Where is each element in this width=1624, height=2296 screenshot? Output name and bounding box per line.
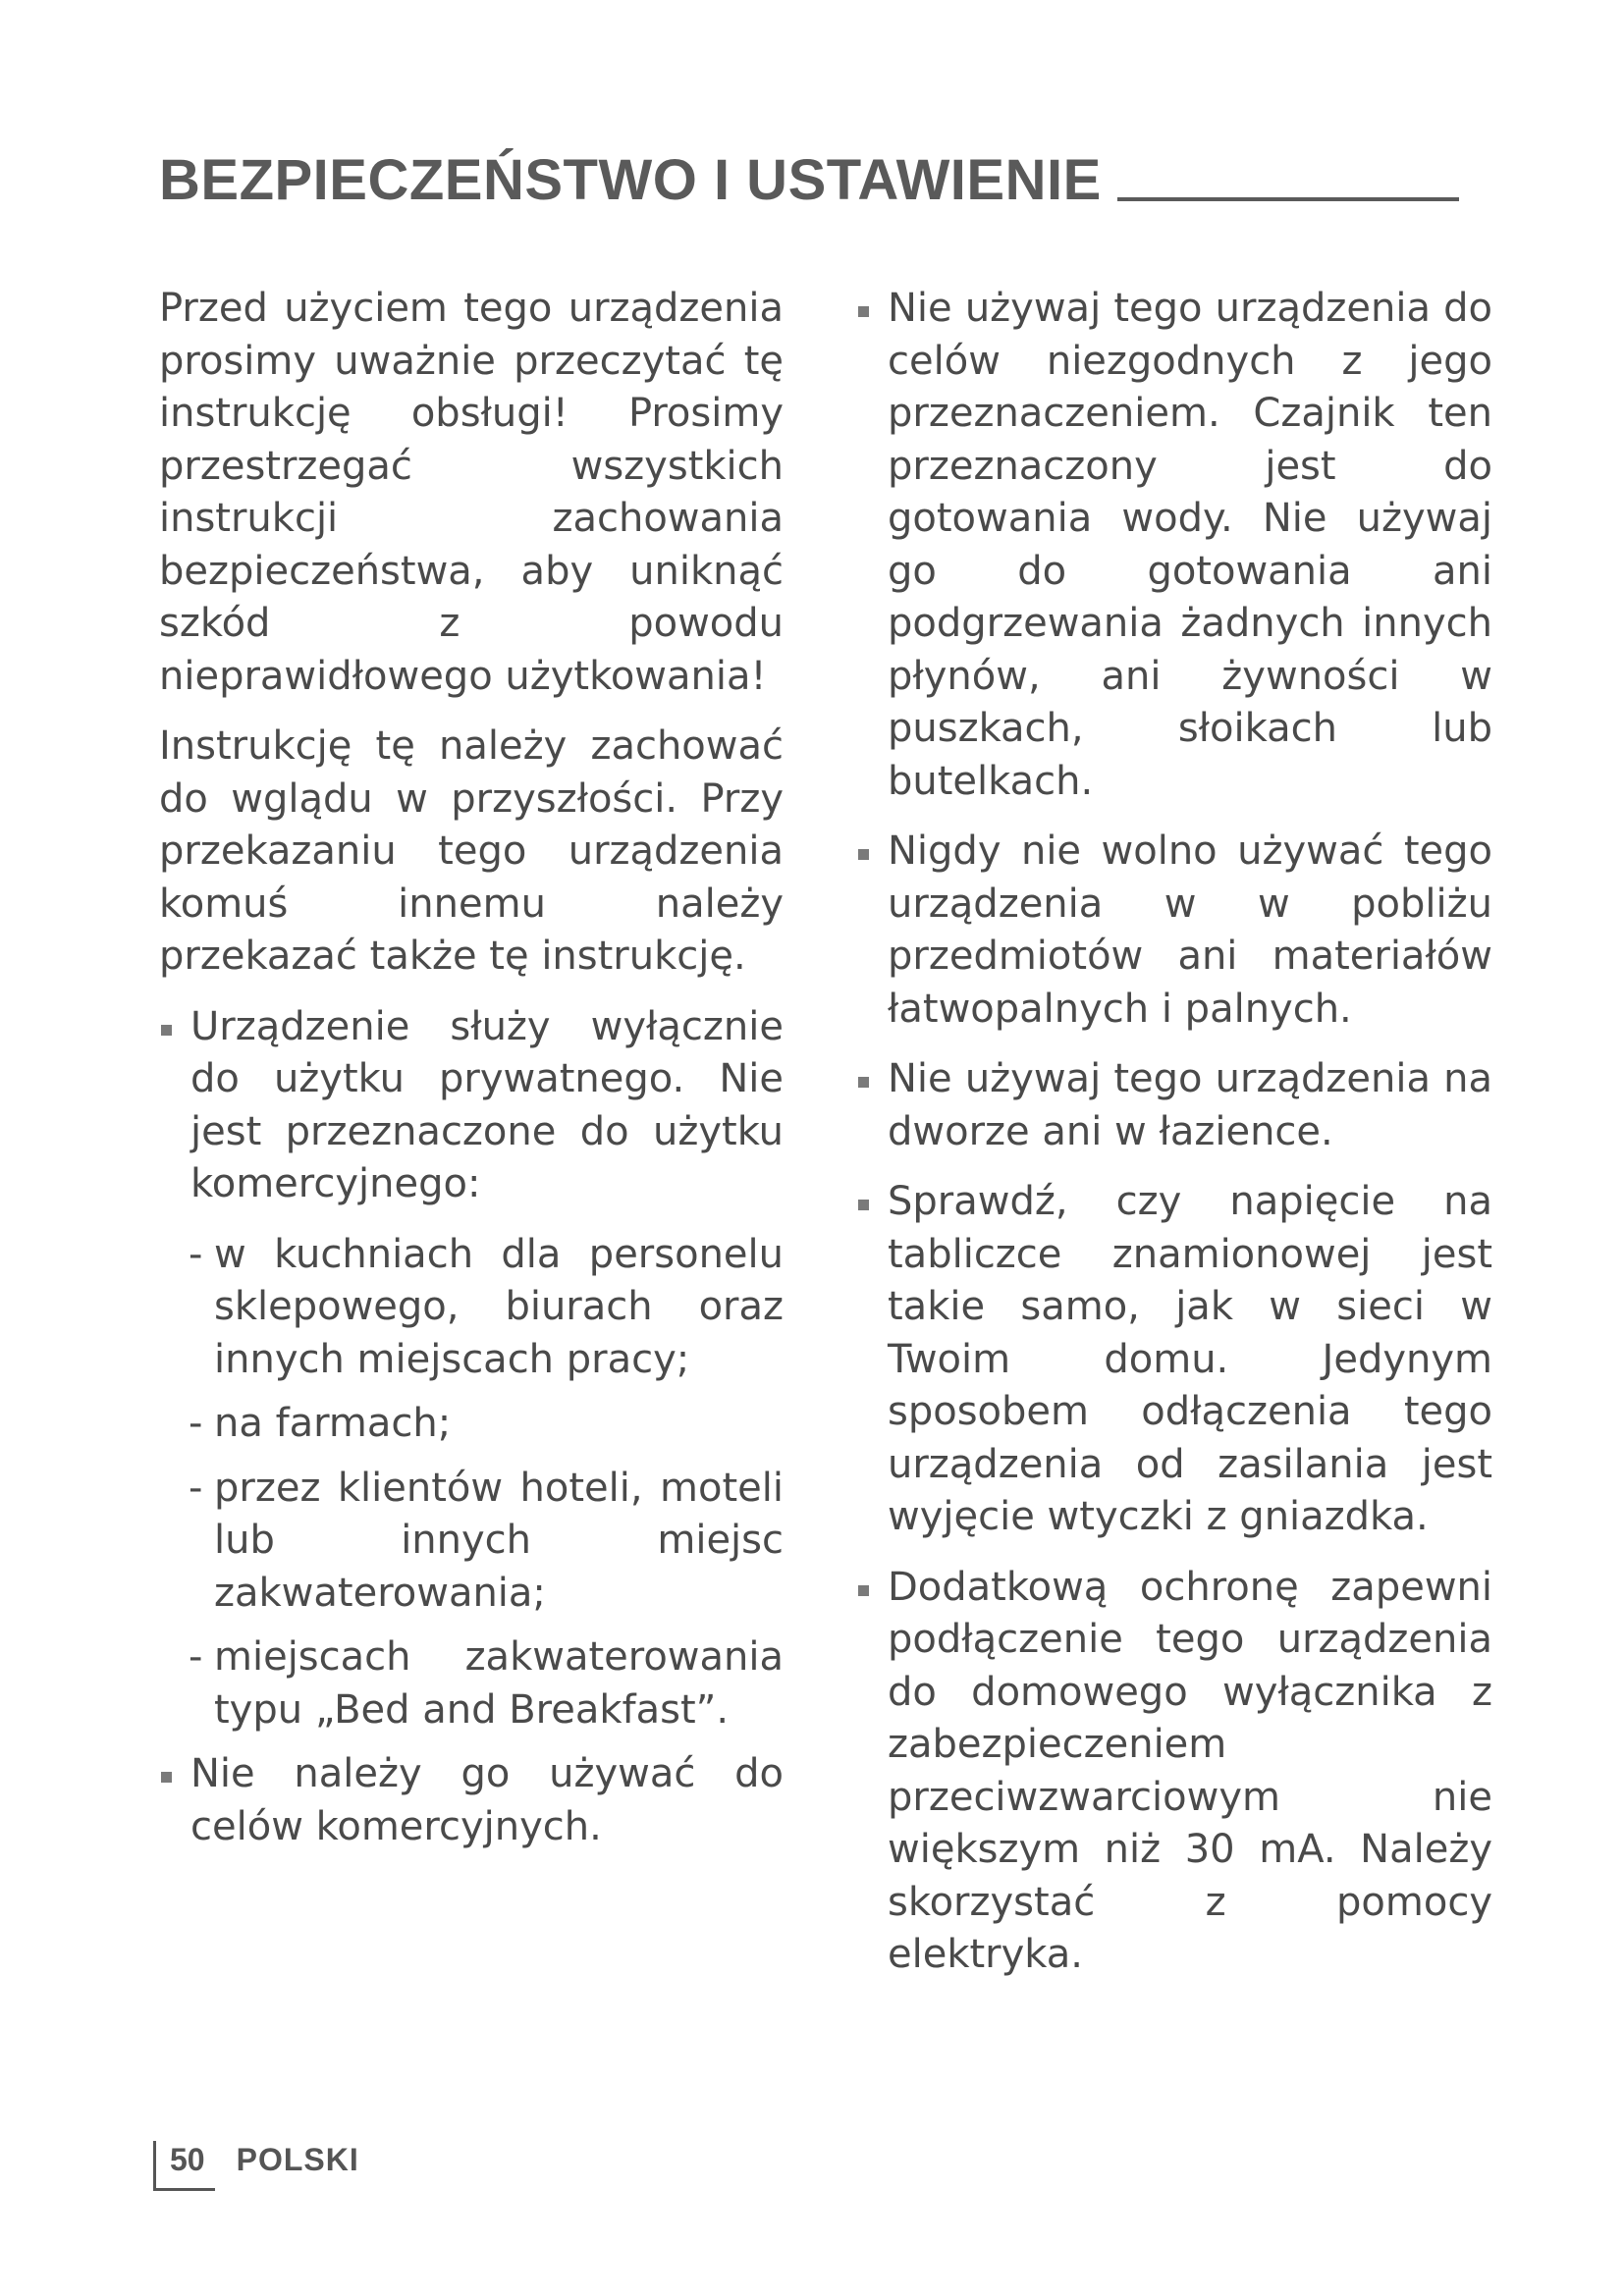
bullet-residual-current-device	[856, 1562, 1492, 1982]
dash-marker: -	[189, 1231, 203, 1277]
bullet-flammable-materials	[856, 826, 1492, 1036]
subitem-text: przez klientów hoteli, moteli lub innych miejsc zakwaterowania;	[214, 1465, 784, 1616]
bullet-outdoor-bathroom	[856, 1053, 1492, 1158]
bullet-private-use	[159, 1001, 784, 1211]
bullet-intended-use	[856, 283, 1492, 808]
subitem-text: na farmach;	[214, 1401, 452, 1446]
dash-marker: -	[189, 1465, 203, 1511]
bullet-square-icon	[858, 1585, 869, 1596]
bullet-text: Sprawdź, czy napięcie na tabliczce znamionowej jest takie samo, jak w sieci w Twoim domu. Jedynym sposobem odłączenia tego urządzenia od zasilania jest wyjęcie wtyczki z gniazdka.	[888, 1179, 1492, 1539]
intro-paragraph: Przed użyciem tego urządzenia prosimy uważnie przeczytać tę instrukcję obsługi! Prosimy przestrzegać wszystkich instrukcji zachowania bezpieczeństwa, aby uniknąć szkód z powodu nieprawidłowego użytkowania!	[159, 286, 784, 699]
subitem-text: w kuchniach dla personelu sklepowego, biurach oraz innych miejscach pracy;	[214, 1231, 784, 1382]
bullet-square-icon	[161, 1025, 172, 1036]
bullet-square-icon	[858, 1077, 869, 1088]
title-rule	[1117, 197, 1459, 201]
bullet-text: Urządzenie służy wyłącznie do użytku prywatnego. Nie jest przeznaczone do użytku komercyjnego:	[190, 1003, 784, 1206]
subitem-text: miejscach zakwaterowania typu „Bed and Breakfast”.	[214, 1634, 784, 1733]
bullet-square-icon	[161, 1772, 172, 1783]
page-title-bar	[159, 147, 1475, 213]
bullet-text: Nie używaj tego urządzenia na dworze ani w łazience.	[888, 1056, 1492, 1154]
keep-instructions-paragraph: Instrukcję tę należy zachować do wglądu w przyszłości. Przy przekazaniu tego urządzenia komuś innemu należy przekazać także tę instrukcję.	[159, 723, 784, 979]
subitem-bed-and-breakfast	[159, 1631, 784, 1736]
bullet-text: Nie należy go używać do celów komercyjnych.	[190, 1751, 784, 1849]
bullet-square-icon	[858, 306, 869, 317]
dash-marker: -	[189, 1401, 203, 1446]
left-column	[159, 283, 784, 1871]
page-footer	[153, 2122, 359, 2191]
bullet-voltage-check	[856, 1176, 1492, 1544]
language-label: POLSKI	[236, 2142, 359, 2177]
page-number: 50	[153, 2141, 215, 2191]
bullet-square-icon	[858, 1200, 869, 1210]
bullet-text: Nie używaj tego urządzenia do celów niezgodnych z jego przeznaczeniem. Czajnik ten przeznaczony jest do gotowania wody. Nie używaj go do gotowania ani podgrzewania żadnych innych płynów, ani żywności w puszkach, słoikach lub butelkach.	[888, 286, 1492, 804]
bullet-text: Dodatkową ochronę zapewni podłączenie tego urządzenia do domowego wyłącznika z zabezpieczeniem przeciwzwarciowym nie większym niż 30 mA. Należy skorzystać z pomocy elektryka.	[888, 1564, 1492, 1977]
page-title: BEZPIECZEŃSTWO I USTAWIENIE	[159, 148, 1102, 212]
dash-marker: -	[189, 1634, 203, 1680]
right-column	[856, 283, 1492, 2000]
subitem-kitchens	[159, 1229, 784, 1387]
bullet-text: Nigdy nie wolno używać tego urządzenia w w pobliżu przedmiotów ani materiałów łatwopalnych i palnych.	[888, 828, 1492, 1032]
bullet-no-commercial-use	[159, 1748, 784, 1853]
subitem-hotels	[159, 1463, 784, 1621]
subitem-farms	[159, 1398, 784, 1451]
bullet-square-icon	[858, 849, 869, 860]
